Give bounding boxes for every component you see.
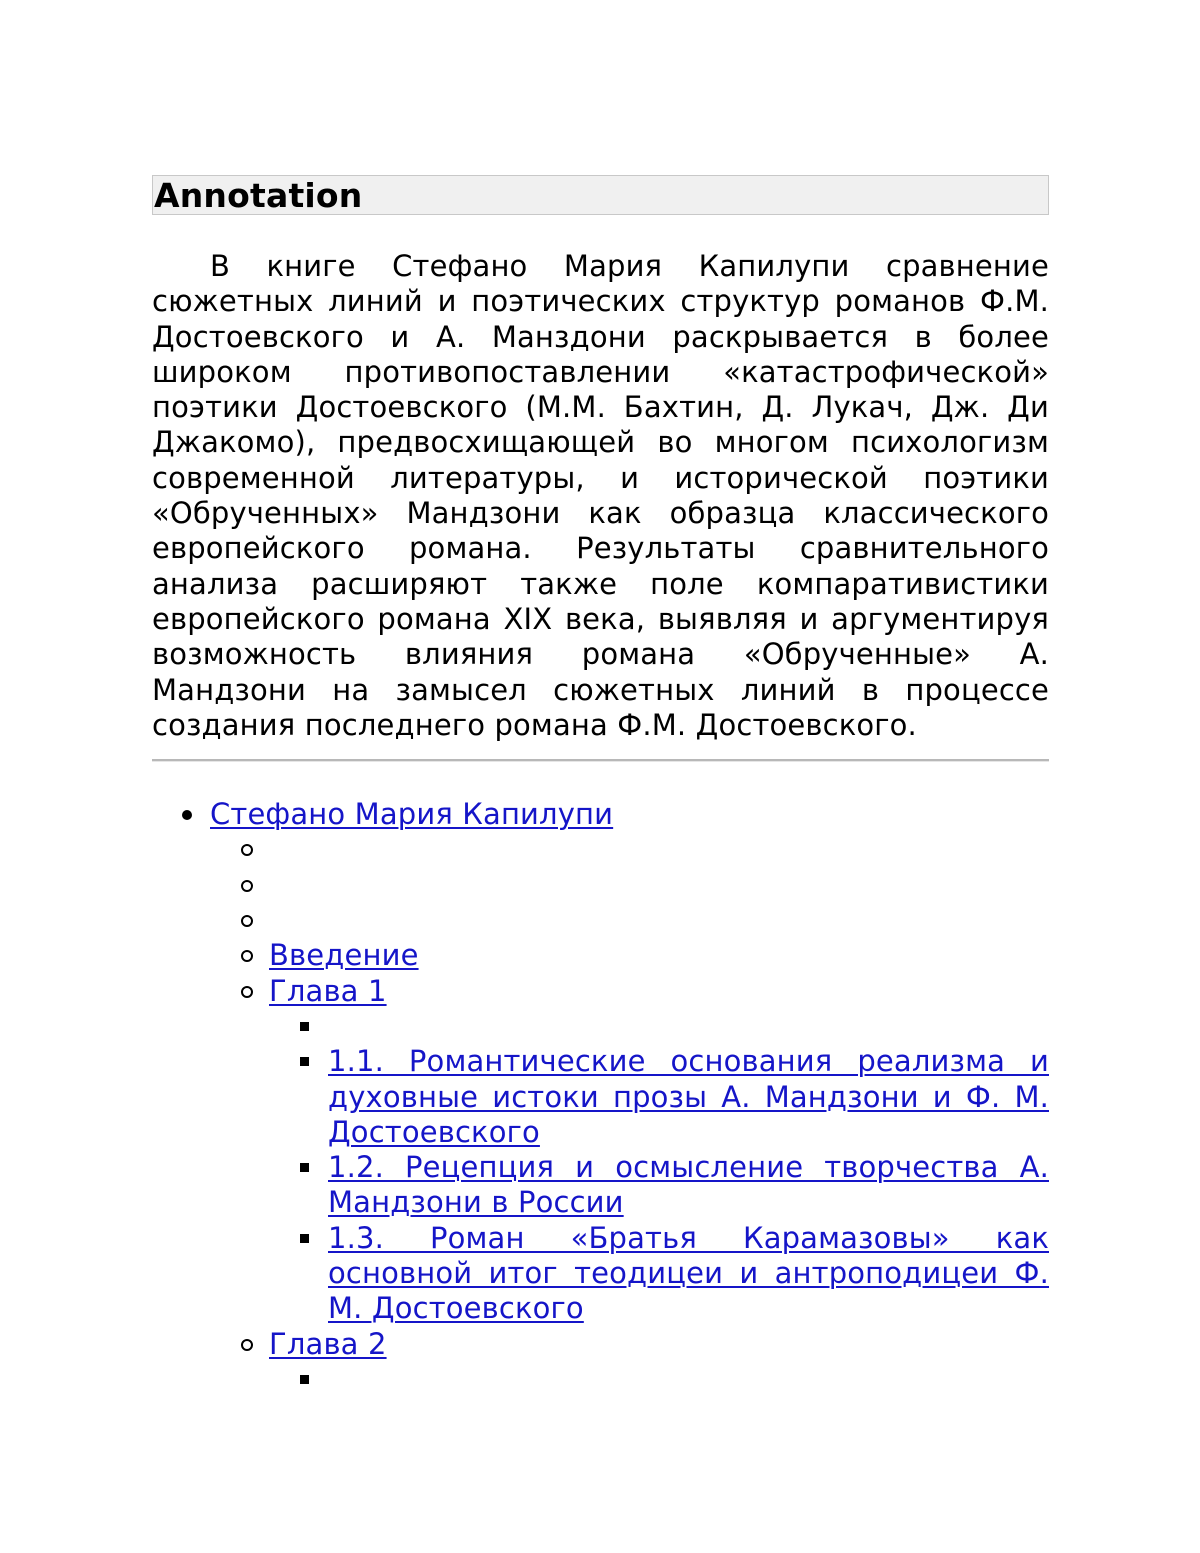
toc-link-chapter-2[interactable]: Глава 2 — [269, 1326, 387, 1361]
square-bullet-icon — [300, 1375, 309, 1384]
annotation-heading: Annotation — [152, 175, 1049, 215]
toc-link-chapter-1[interactable]: Глава 1 — [269, 973, 387, 1008]
toc-item-empty — [269, 903, 1049, 938]
toc-item-author — [210, 797, 1049, 1397]
toc-link-section-1-2[interactable]: 1.2. Рецепция и осмысление творчества А. Мандзони в России — [328, 1150, 1049, 1220]
toc-item-section-1-3 — [328, 1221, 1049, 1327]
toc-link-section-1-3[interactable]: 1.3. Роман «Братья Карамазовы» как основной итог теодицеи и антроподицеи Ф. М. Достоевского — [328, 1220, 1049, 1326]
toc-link-intro[interactable]: Введение — [269, 938, 419, 973]
circle-bullet-icon — [241, 1339, 253, 1351]
toc-item-chapter-2 — [269, 1327, 1049, 1398]
toc-chapter-2-sections — [328, 1362, 1049, 1397]
disc-bullet-icon — [182, 810, 192, 820]
toc-link-author[interactable]: Стефано Мария Капилупи — [210, 797, 614, 832]
square-bullet-icon — [300, 1057, 309, 1066]
circle-bullet-icon — [241, 915, 253, 927]
document-page — [152, 175, 1049, 1397]
toc-item-intro — [269, 938, 1049, 973]
toc-item-empty — [269, 868, 1049, 903]
toc-sublist — [269, 832, 1049, 1397]
annotation-text: В книге Стефано Мария Капилупи сравнение сюжетных линий и поэтических структур романов Ф.М. Достоевского и А. Манздони раскрывается в более широком противопоставлении «катастрофической» поэтики Достоевского (М.М. Бахтин, Д. Лукач, Дж. Ди Джакомо), предвосхищающей во многом психологизм современной литературы, и исторической поэтики «Обрученных» Мандзони как образца классического европейского романа. Результаты сравнительного анализа расширяют также поле компаративистики европейского романа XIX века, выявляя и аргументируя возможность влияния романа «Обрученные» А. Мандзони на замысел сюжетных линий в процессе создания последнего романа Ф.М. Достоевского. — [152, 249, 1049, 742]
toc-chapter-1-sections — [328, 1009, 1049, 1327]
circle-bullet-icon — [241, 950, 253, 962]
circle-bullet-icon — [241, 986, 253, 998]
table-of-contents — [210, 797, 1049, 1397]
toc-link-section-1-1[interactable]: 1.1. Романтические основания реализма и духовные истоки прозы А. Мандзони и Ф. М. Достоевского — [328, 1044, 1049, 1149]
square-bullet-icon — [300, 1234, 309, 1243]
toc-item-section-1-1 — [328, 1044, 1049, 1150]
toc-item-section-1-2 — [328, 1150, 1049, 1221]
square-bullet-icon — [300, 1022, 309, 1031]
toc-item-empty — [328, 1362, 1049, 1397]
section-divider — [152, 759, 1049, 762]
toc-item-chapter-1 — [269, 974, 1049, 1327]
toc-item-empty — [269, 832, 1049, 867]
toc-item-empty — [328, 1009, 1049, 1044]
circle-bullet-icon — [241, 844, 253, 856]
circle-bullet-icon — [241, 880, 253, 892]
square-bullet-icon — [300, 1163, 309, 1172]
